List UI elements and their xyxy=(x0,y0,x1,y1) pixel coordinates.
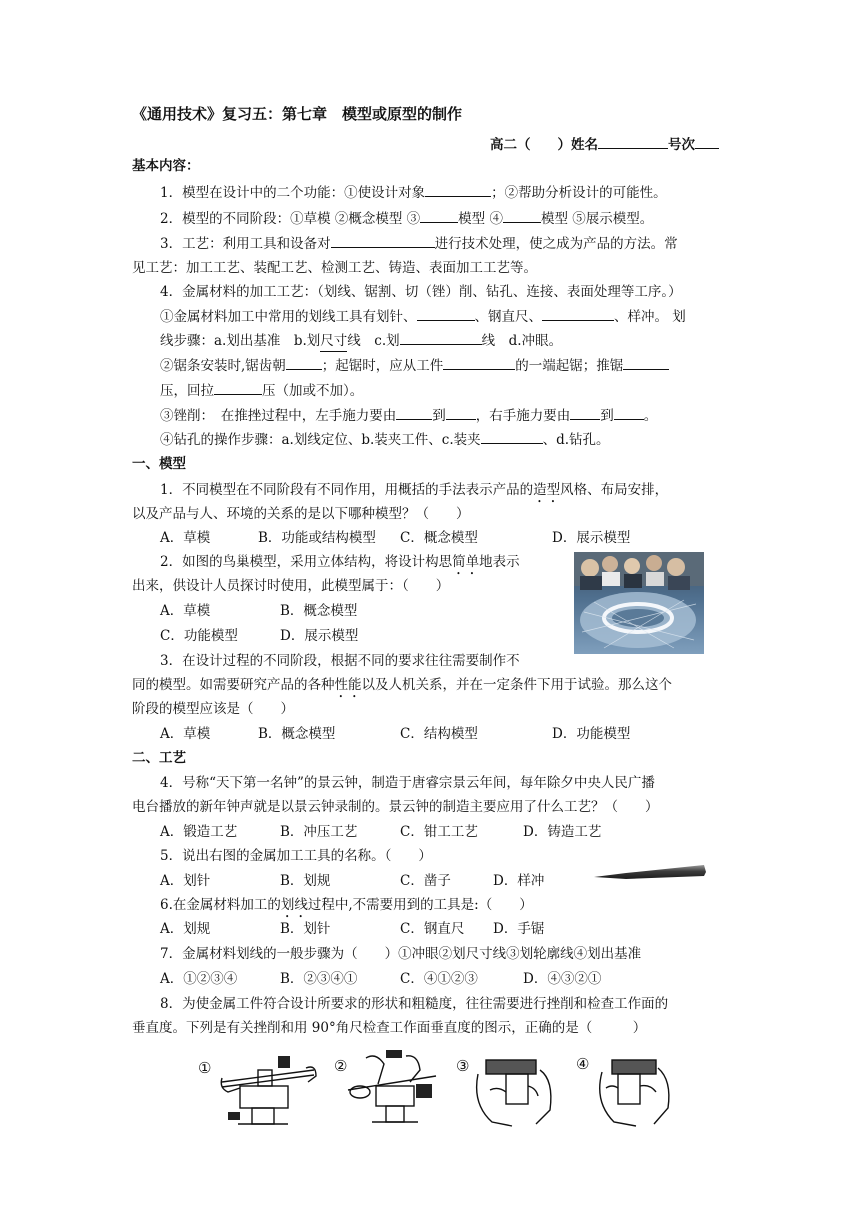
option[interactable]: B．划规 xyxy=(280,873,331,889)
number-blank[interactable] xyxy=(695,134,719,149)
square-check-illustration-3 xyxy=(470,1050,560,1130)
option[interactable]: D．样冲 xyxy=(493,873,545,889)
figure-label: ① xyxy=(198,1059,212,1077)
question-4: 4．号称“天下第一名钟”的景云钟，制造于唐睿宗景云年间，每年除夕中央人民广播 xyxy=(160,775,655,791)
doc-title: 《通用技术》复习五：第七章 模型或原型的制作 xyxy=(132,105,463,123)
square-check-illustration-4 xyxy=(592,1050,680,1130)
question-2: 2．如图的鸟巢模型，采用立体结构，将设计构思简单地表示 xyxy=(160,554,520,570)
option[interactable]: C．凿子 xyxy=(400,873,451,889)
basic-item-4-3: ③锉削： 在推挫过程中，左手施力要由 到 ，右手施力要由 到 。 xyxy=(160,405,657,426)
option[interactable]: C．钳工工艺 xyxy=(400,824,478,840)
option[interactable]: A．草模 xyxy=(160,726,211,742)
question-2-cont: 出来，供设计人员探讨时使用，此模型属于：（ ） xyxy=(132,578,450,594)
basic-item-3-cont: 见工艺：加工工艺、装配工艺、检测工艺、铸造、表面加工工艺等。 xyxy=(132,260,537,276)
basic-item-4-2: ②锯条安装时,锯齿朝 ；起锯时，应从工件 的一端起锯；推锯 xyxy=(160,355,669,376)
student-info xyxy=(490,134,719,155)
number-label: 号次 xyxy=(668,137,695,153)
basic-item-1: 1．模型在设计中的二个功能：①使设计对象 ；②帮助分析设计的可能性。 xyxy=(160,182,667,203)
blank[interactable] xyxy=(417,306,475,321)
basic-item-4-1: ①金属材料加工中常用的划线工具有划针、 、钢直尺、 、样冲。 划 xyxy=(160,306,686,327)
option[interactable]: A．划规 xyxy=(160,921,211,937)
question-5: 5．说出右图的金属加工工具的名称。（ ） xyxy=(160,848,432,864)
basic-item-4: 4．金属材料的加工工艺：（划线、锯割、切（锉）削、钻孔、连接、表面处理等工序。） xyxy=(160,284,682,300)
blank[interactable] xyxy=(396,405,432,420)
option[interactable]: C．结构模型 xyxy=(400,726,478,742)
option[interactable]: C．钢直尺 xyxy=(400,921,465,937)
section-2-heading: 二、工艺 xyxy=(132,750,186,766)
option[interactable]: B．概念模型 xyxy=(280,603,358,619)
blank[interactable] xyxy=(446,405,476,420)
option[interactable]: B．划针 xyxy=(280,921,331,937)
blank[interactable] xyxy=(542,306,614,321)
option[interactable]: C．④①②③ xyxy=(400,971,478,987)
option[interactable]: B．冲压工艺 xyxy=(280,824,358,840)
figure-label: ② xyxy=(334,1057,348,1075)
option[interactable]: D．铸造工艺 xyxy=(523,824,602,840)
option[interactable]: A．划针 xyxy=(160,873,211,889)
question-8-cont: 垂直度。下列是有关挫削和用 90°角尺检查工作面垂直度的图示，正确的是（ ） xyxy=(132,1020,647,1036)
question-8: 8．为使金属工件符合设计所要求的形状和粗糙度，往往需要进行挫削和检查工作面的 xyxy=(160,996,669,1012)
option[interactable]: A．草模 xyxy=(160,603,211,619)
option[interactable]: C．概念模型 xyxy=(400,530,478,546)
blank[interactable] xyxy=(614,405,644,420)
question-3-cont2: 阶段的模型应该是（ ） xyxy=(132,701,294,717)
blank[interactable] xyxy=(443,355,515,370)
question-7: 7．金属材料划线的一般步骤为（ ）①冲眼②划尺寸线③划轮廓线④划出基准 xyxy=(160,946,642,962)
figure-label: ③ xyxy=(456,1057,470,1075)
blank[interactable] xyxy=(286,355,322,370)
option[interactable]: B．功能或结构模型 xyxy=(258,530,376,546)
blank[interactable] xyxy=(425,182,491,197)
question-3: 3．在设计过程的不同阶段，根据不同的要求往往需要制作不 xyxy=(160,653,520,669)
option[interactable]: B．②③④① xyxy=(280,971,358,987)
option[interactable]: A．草模 xyxy=(160,530,211,546)
grade-label: 高二（ ）姓名 xyxy=(490,137,598,153)
option[interactable]: B．概念模型 xyxy=(258,726,336,742)
metal-tool-photo xyxy=(592,860,708,884)
basic-item-4-1-cont: 线步骤：a.划出基准 b.划尺寸线 c.划 线 d.冲眼。 xyxy=(160,330,562,352)
option[interactable]: D．功能模型 xyxy=(552,726,631,742)
blank[interactable] xyxy=(570,405,600,420)
section-1-heading: 一、模型 xyxy=(132,456,186,472)
name-blank[interactable] xyxy=(598,134,668,149)
basic-heading: 基本内容： xyxy=(132,158,200,174)
blank[interactable] xyxy=(623,355,669,370)
filing-illustration-1 xyxy=(218,1052,318,1128)
blank[interactable] xyxy=(331,233,435,248)
basic-item-3: 3．工艺：利用工具和设备对 进行技术处理，使之成为产品的方法。常 xyxy=(160,233,678,254)
question-1: 1．不同模型在不同阶段有不同作用，用概括的手法表示产品的造型风格、布局安排， xyxy=(160,482,669,498)
blank[interactable] xyxy=(481,429,543,444)
basic-item-2: 2．模型的不同阶段：①草模 ②概念模型 ③ 模型 ④ 模型 ⑤展示模型。 xyxy=(160,208,653,229)
blank[interactable] xyxy=(420,208,458,223)
question-4-cont: 电台播放的新年钟声就是以景云钟录制的。景云钟的制造主要应用了什么工艺？（ ） xyxy=(132,799,659,815)
option[interactable]: A．①②③④ xyxy=(160,971,238,987)
blank[interactable] xyxy=(503,208,541,223)
birds-nest-model-photo xyxy=(574,552,704,654)
basic-item-4-2-cont: 压，回拉 压（加或不加）。 xyxy=(160,380,363,401)
option[interactable]: D．④③②① xyxy=(523,971,602,987)
option[interactable]: C．功能模型 xyxy=(160,628,238,644)
blank[interactable] xyxy=(400,330,482,345)
option[interactable]: D．手锯 xyxy=(493,921,545,937)
question-1-cont: 以及产品与人、环境的关系的是以下哪种模型？（ ） xyxy=(132,506,470,522)
option[interactable]: D．展示模型 xyxy=(280,628,359,644)
option[interactable]: D．展示模型 xyxy=(552,530,631,546)
question-6: 6.在金属材料加工的划线过程中,不需要用到的工具是:（ ） xyxy=(160,897,533,913)
filing-illustration-2 xyxy=(346,1050,440,1128)
basic-item-4-4: ④钻孔的操作步骤：a.划线定位、b.装夹工件、c.装夹 、d.钻孔。 xyxy=(160,429,610,450)
figure-label: ④ xyxy=(576,1055,590,1073)
option[interactable]: A．锻造工艺 xyxy=(160,824,238,840)
question-3-cont: 同的模型。如需要研究产品的各种性能以及人机关系，并在一定条件下用于试验。那么这个 xyxy=(132,677,672,693)
blank[interactable] xyxy=(214,380,262,395)
